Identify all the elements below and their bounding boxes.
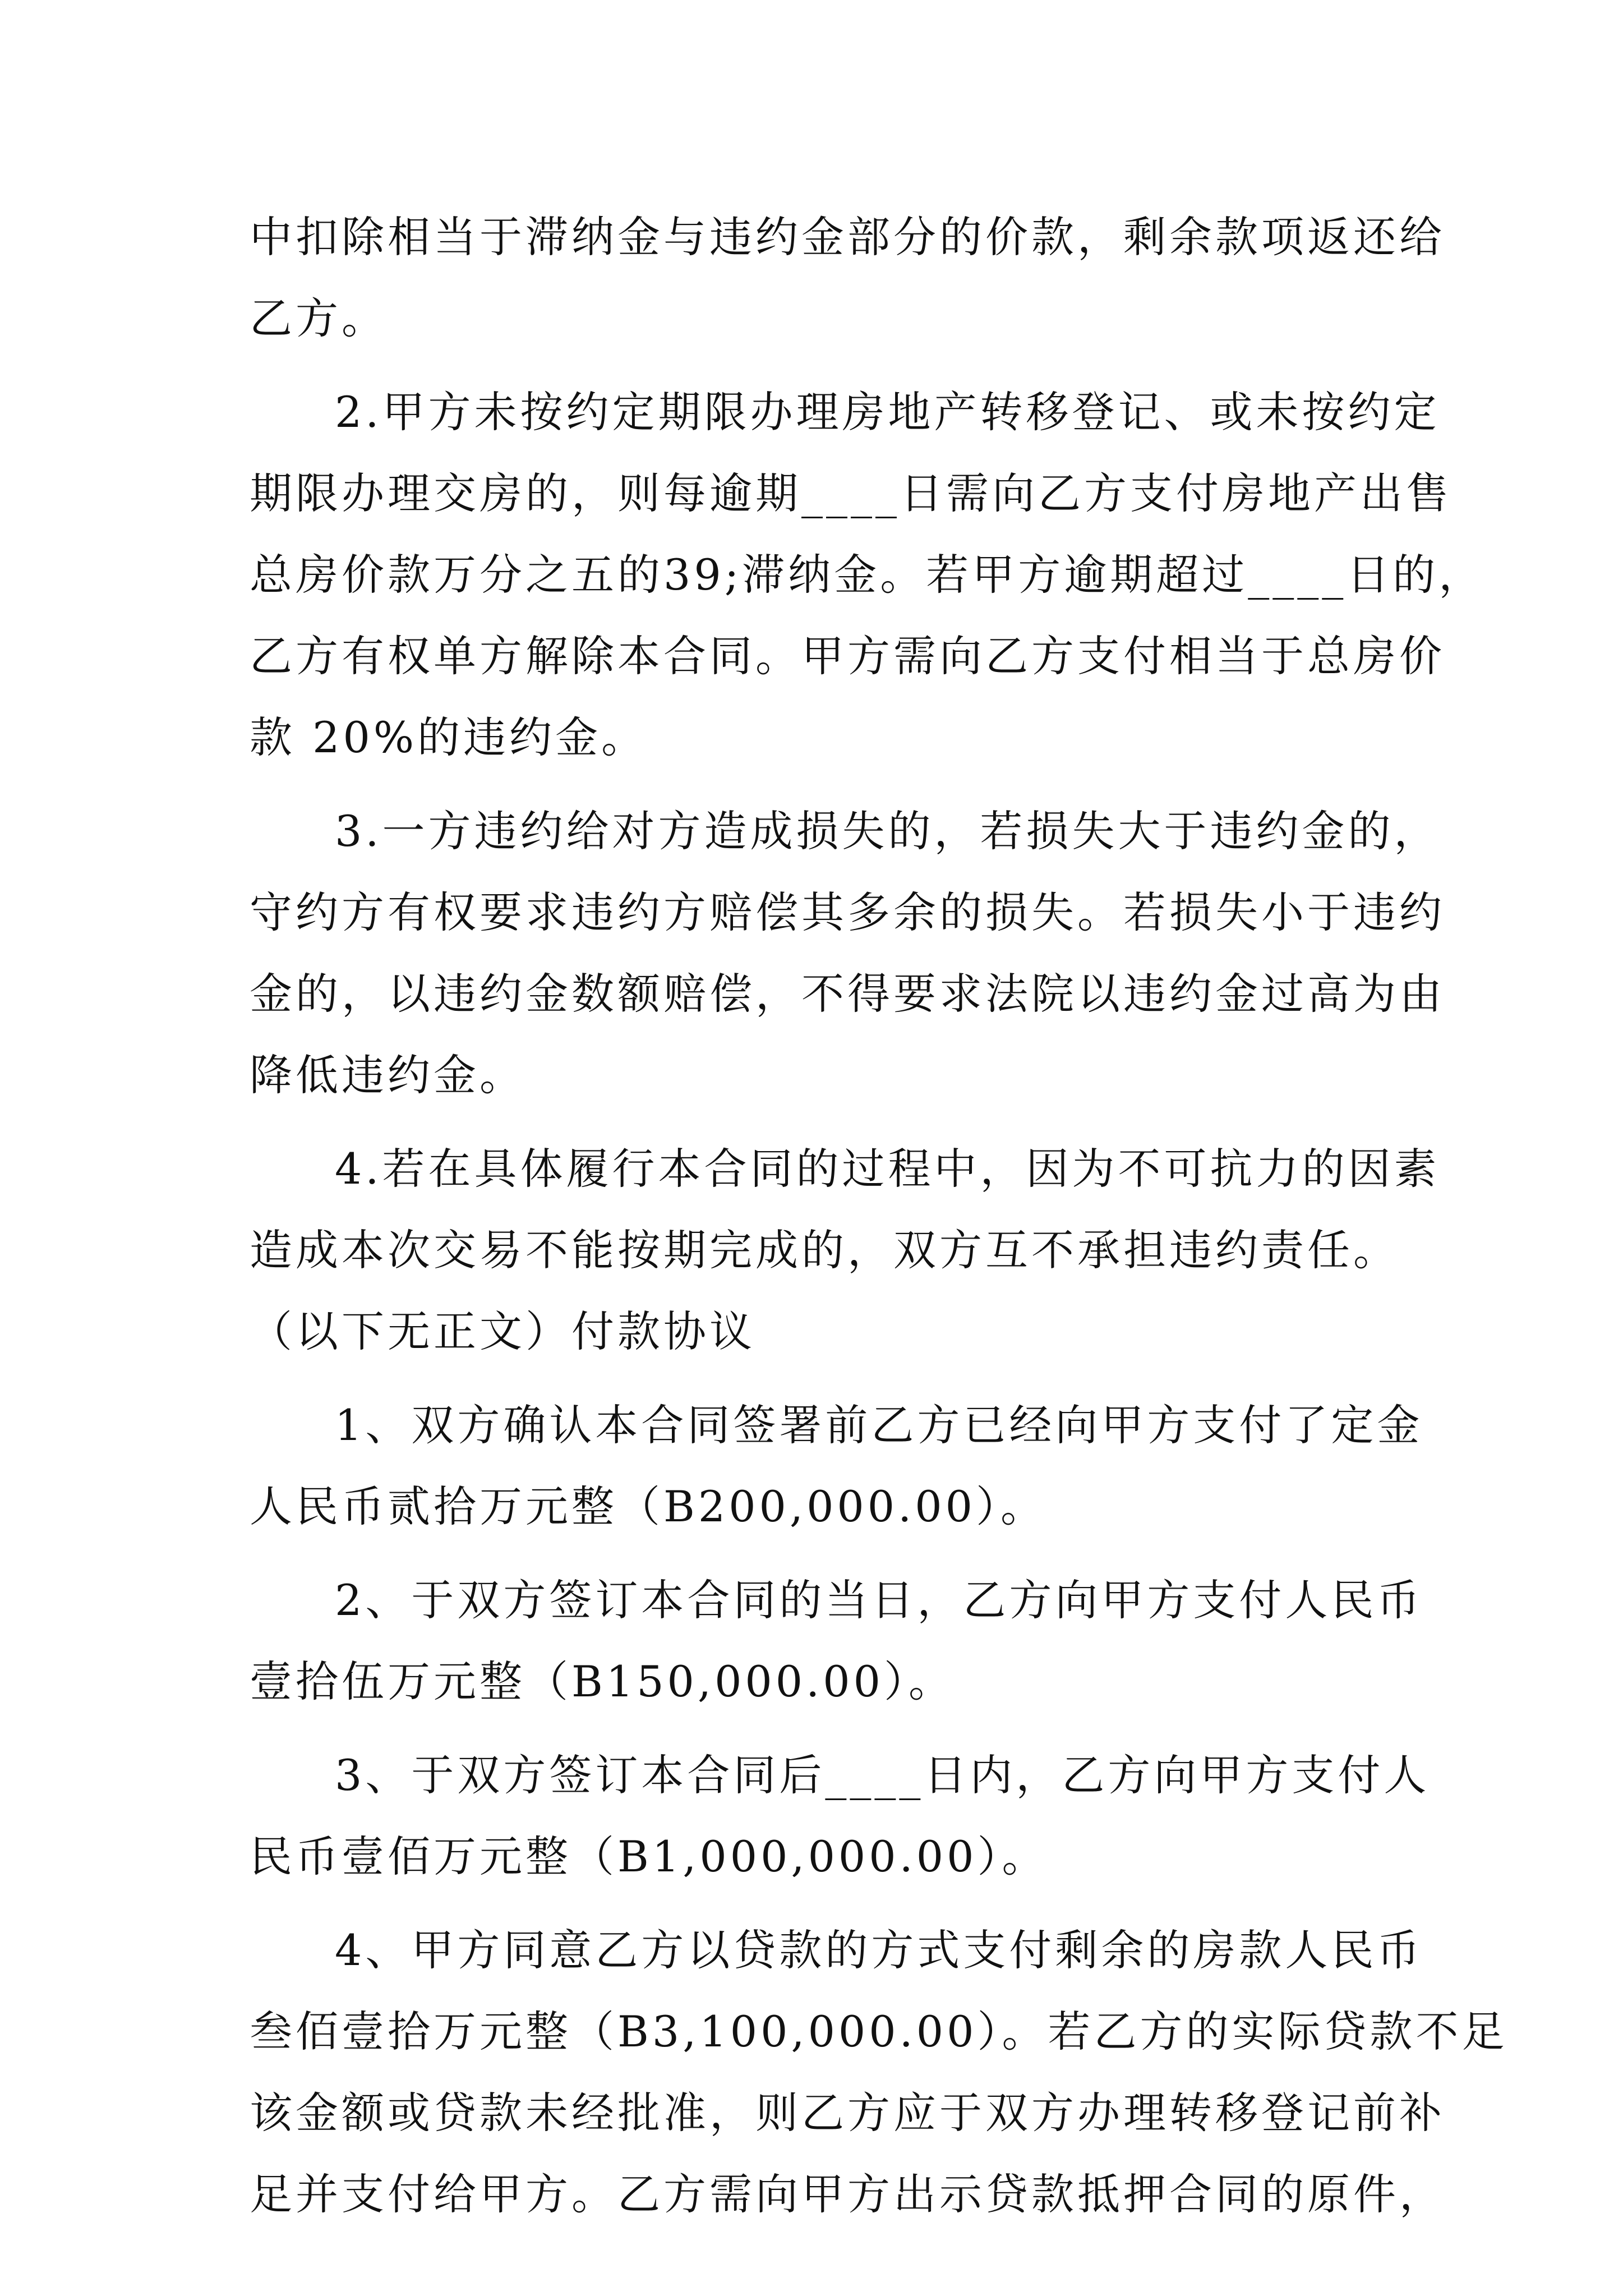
text-line: （以下无正文）付款协议	[250, 1306, 755, 1356]
paragraph-payment-3	[250, 1734, 1430, 1897]
paragraph-payment-2	[250, 1559, 1423, 1722]
text-line: 人民币贰拾万元整（B200,000.00）。	[250, 1481, 1046, 1531]
text-line: 3、于双方签订本合同后____日内，乙方向甲方支付人	[335, 1750, 1430, 1800]
paragraph-payment-1	[250, 1384, 1423, 1547]
paragraph-clause-3	[250, 790, 1445, 1116]
paragraph-clause-2	[250, 371, 1485, 778]
paragraph-continuation	[250, 196, 1445, 359]
text-line: 乙方有权单方解除本合同。甲方需向乙方支付相当于总房价	[250, 631, 1445, 681]
text-line: 民币壹佰万元整（B1,000,000.00）。	[250, 1832, 1048, 1881]
text-line: 该金额或贷款未经批准，则乙方应于双方办理转移登记前补	[250, 2088, 1445, 2138]
text-line: 造成本次交易不能按期完成的，双方互不承担违约责任。	[250, 1225, 1399, 1275]
text-line: 中扣除相当于滞纳金与违约金部分的价款，剩余款项返还给	[250, 212, 1445, 262]
text-line: 3.一方违约给对方造成损失的，若损失大于违约金的，	[335, 806, 1440, 856]
text-line: 叁佰壹拾万元整（B3,100,000.00）。若乙方的实际贷款不足	[250, 2007, 1508, 2056]
text-line: 期限办理交房的，则每逾期____日需向乙方支付房地产出售	[250, 468, 1452, 518]
text-line: 4.若在具体履行本合同的过程中，因为不可抗力的因素	[335, 1144, 1440, 1194]
text-line: 守约方有权要求违约方赔偿其多余的损失。若损失小于违约	[250, 887, 1445, 937]
text-line: 足并支付给甲方。乙方需向甲方出示贷款抵押合同的原件，	[250, 2169, 1445, 2219]
text-line: 壹拾伍万元整（B150,000.00）。	[250, 1657, 955, 1706]
text-line: 金的，以违约金数额赔偿，不得要求法院以违约金过高为由	[250, 969, 1445, 1019]
text-line: 1、双方确认本合同签署前乙方已经向甲方支付了定金	[335, 1400, 1423, 1450]
text-line: 2.甲方未按约定期限办理房地产转移登记、或未按约定	[335, 387, 1440, 437]
text-line: 款 20%的违约金。	[250, 712, 648, 762]
text-line: 4、甲方同意乙方以贷款的方式支付剩余的房款人民币	[335, 1925, 1423, 1975]
text-line: 乙方。	[250, 293, 388, 343]
paragraph-payment-4	[250, 1910, 1508, 2235]
text-line: 总房价款万分之五的39;滞纳金。若甲方逾期超过____日的，	[250, 550, 1485, 600]
text-line: 2、于双方签订本合同的当日，乙方向甲方支付人民币	[335, 1575, 1423, 1625]
text-line: 降低违约金。	[250, 1050, 525, 1100]
paragraph-clause-4	[250, 1128, 1440, 1372]
document-page	[250, 196, 1508, 2235]
